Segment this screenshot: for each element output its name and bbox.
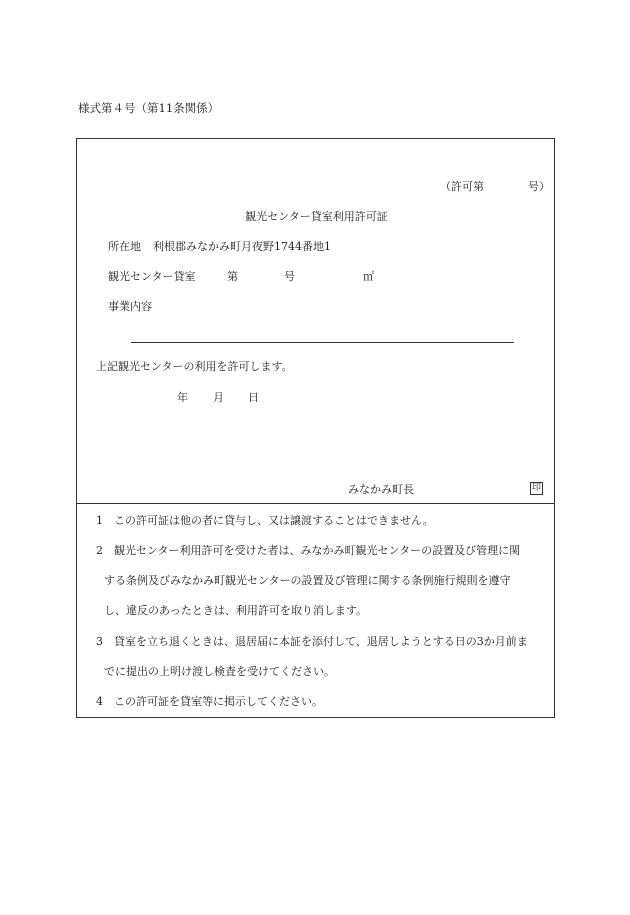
business-label: 事業内容 (108, 300, 152, 313)
section-divider (77, 503, 554, 504)
room-dai: 第 (227, 270, 238, 283)
note-4: 4 この許可証を貸室等に掲示してください。 (96, 695, 323, 708)
note-2-cont-1: する条例及びみなかみ町観光センターの設置及び管理に関する条例施行規則を遵守 (104, 574, 511, 587)
note-3: 3 貸室を立ち退くときは、退居届に本証を添付して、退居しようとする日の3か月前ま (96, 635, 528, 648)
note-2-cont-2: し、違反のあったときは、利用許可を取り消します。 (104, 604, 368, 617)
permit-form-box (76, 138, 555, 718)
permit-statement: 上記観光センターの利用を許可します。 (96, 360, 293, 373)
note-2: 2 観光センター利用許可を受けた者は、みなかみ町観光センターの設置及び管理に関 (96, 544, 521, 557)
date-year: 年 (177, 391, 188, 404)
location-value: 利根郡みなかみ町月夜野1744番地1 (153, 240, 331, 253)
note-1: 1 この許可証は他の者に貸与し、又は譲渡することはできません。 (96, 514, 434, 527)
seal-mark: 印 (531, 483, 541, 493)
date-month: 月 (213, 391, 224, 404)
room-label: 観光センター貸室 (108, 270, 196, 283)
permit-number-close: 号） (528, 180, 550, 193)
permit-number-open: （許可第 (440, 180, 484, 193)
date-day: 日 (248, 391, 259, 404)
issuer-name: みなかみ町長 (348, 483, 414, 496)
room-go: 号 (284, 270, 295, 283)
business-underline (131, 342, 514, 343)
room-unit: ㎡ (363, 270, 374, 283)
permit-title: 観光センター貸室利用許可証 (245, 210, 388, 223)
form-label: 様式第４号（第11条関係） (78, 101, 220, 115)
note-3-cont-1: でに提出の上明け渡し検査を受けてください。 (104, 665, 335, 678)
location-label: 所在地 (108, 240, 141, 253)
